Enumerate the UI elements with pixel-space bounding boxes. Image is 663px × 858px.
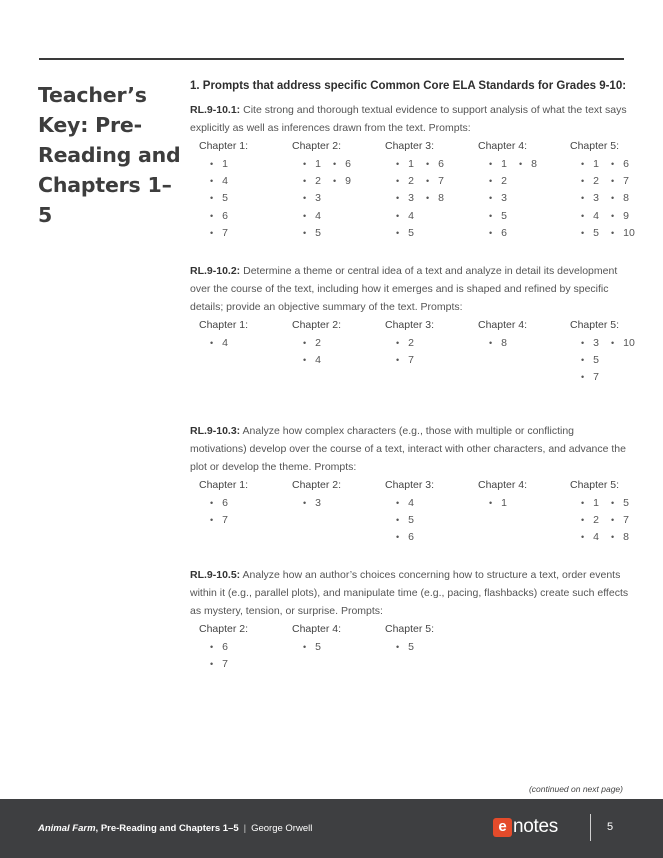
prompt-list [210,156,228,242]
book-title: Animal Farm [38,823,96,834]
prompt-number: • 8 [489,335,507,352]
author-name: George Orwell [251,823,313,834]
prompt-number: • 8 [426,190,444,207]
page-title: Teacher’s Key: Pre-Reading and Chapters 1–5 [38,83,181,227]
prompt-number: • 7 [426,173,444,190]
chapter-column [292,478,341,512]
prompt-list [210,639,228,673]
prompt-number: • 3 [303,495,321,512]
chapter-label: Chapter 1: [199,319,249,331]
footer-citation [38,823,312,834]
prompt-number: • 7 [611,173,635,190]
prompt-number: • 4 [581,208,599,225]
chapter-column [292,139,351,242]
page-footer [0,799,663,858]
chapter-column [570,139,635,242]
chapter-column [478,318,527,352]
prompt-number: • 5 [303,639,321,656]
prompt-number: • 7 [210,512,228,529]
chapter-label: Chapter 1: [199,140,249,152]
prompt-number: • 7 [611,512,629,529]
top-rule [39,58,624,60]
prompt-number: • 6 [210,639,228,656]
prompt-list [303,335,321,369]
chapter-column [570,318,635,387]
chapter-grid [190,316,635,422]
prompt-number: • 1 [489,495,507,512]
prompt-number: • 4 [210,173,228,190]
chapter-column [292,622,341,656]
chapter-column [199,318,248,352]
prompt-number: • 5 [396,225,414,242]
prompt-number: • 5 [489,208,507,225]
prompt-number: • 4 [303,208,321,225]
chapter-label: Chapter 5: [570,140,620,152]
prompt-number: • 4 [396,495,414,512]
prompt-number: • 3 [489,190,507,207]
chapter-label: Chapter 4: [478,479,528,491]
chapter-column [385,478,434,547]
standard-text: Cite strong and thorough textual evidence to support analysis of what the text says explicitly as well as inferences drawn from the text. Prompts: [190,104,627,134]
prompt-list [396,156,414,242]
prompt-number: • 6 [333,156,351,173]
prompt-list [611,495,629,547]
prompt-number: • 3 [396,190,414,207]
main-content [190,80,635,680]
prompt-list [396,639,414,656]
prompt-number: • 9 [333,173,351,190]
standard-code: RL.9-10.1: [190,104,241,116]
chapter-label: Chapter 5: [570,319,620,331]
prompt-number: • 2 [303,335,321,352]
standard-description [190,566,630,620]
prompt-number: • 3 [581,335,599,352]
prompt-list [303,639,321,656]
prompt-number: • 2 [303,173,321,190]
chapter-label: Chapter 4: [478,319,528,331]
prompt-list [333,156,351,242]
standard-code: RL.9-10.2: [190,265,241,277]
chapter-label: Chapter 1: [199,479,249,491]
footer-separator: | [243,823,247,834]
prompt-number: • 7 [210,656,228,673]
chapter-label: Chapter 3: [385,479,435,491]
page-number: 5 [607,821,614,833]
chapter-grid [190,620,630,680]
logo-wordmark: notes [513,816,558,837]
prompt-number: • 8 [611,190,635,207]
chapter-column [199,478,248,529]
chapter-label: Chapter 4: [292,623,342,635]
prompt-number: • 1 [581,495,599,512]
chapter-label: Chapter 2: [292,479,342,491]
prompt-list [303,495,321,512]
standard-code: RL.9-10.5: [190,569,241,581]
prompt-number: • 6 [611,156,635,173]
prompt-list [489,156,507,242]
prompt-list [489,335,507,352]
standard-block [190,422,630,566]
chapter-label: Chapter 3: [385,140,435,152]
prompt-list [611,335,635,387]
chapter-label: Chapter 3: [385,319,435,331]
prompt-number: • 5 [581,225,599,242]
standard-description [190,262,630,316]
prompt-number: • 2 [489,173,507,190]
prompt-list [581,335,599,387]
standard-code: RL.9-10.3: [190,425,241,437]
standard-text: Analyze how an author’s choices concerning how to structure a text, order events within it (e.g., parallel plots), and manipulate time (e.g., pacing, flashbacks) create such effects as mystery, tension, or surprise. Prompts: [190,569,629,617]
prompt-list [489,495,507,512]
prompt-list [611,156,635,242]
chapter-grid [190,137,635,262]
prompt-number: • 2 [581,512,599,529]
standard-block [190,566,630,680]
prompt-number: • 5 [396,512,414,529]
footer-divider [590,814,591,841]
chapter-column [199,139,248,242]
prompt-number: • 7 [581,369,599,386]
prompt-number: • 7 [396,352,414,369]
prompt-list [581,156,599,242]
prompt-number: • 10 [611,335,635,352]
prompt-list [396,495,414,547]
chapter-column [570,478,629,547]
prompt-number: • 6 [210,495,228,512]
prompt-number: • 5 [581,352,599,369]
prompt-number: • 5 [303,225,321,242]
chapter-column [478,478,527,512]
chapter-column [385,622,434,656]
chapter-column [385,139,444,242]
prompt-number: • 2 [396,173,414,190]
chapter-label: Chapter 4: [478,140,528,152]
prompt-number: • 1 [303,156,321,173]
prompt-number: • 6 [489,225,507,242]
chapter-column [292,318,341,369]
prompt-list [426,156,444,242]
section-heading: 1. Prompts that address specific Common Core ELA Standards for Grades 9-10: [190,80,627,92]
standard-block [190,262,635,422]
prompt-number: • 7 [210,225,228,242]
prompt-number: • 4 [581,529,599,546]
prompt-list [519,156,537,242]
prompt-number: • 1 [396,156,414,173]
prompt-number: • 2 [581,173,599,190]
prompt-list [581,495,599,547]
standard-text: Analyze how complex characters (e.g., those with multiple or conflicting motivations) develop over the course of a text, interact with other characters, and advance the plot or develop the theme. Prompts: [190,425,626,473]
prompt-number: • 4 [303,352,321,369]
prompt-number: • 5 [396,639,414,656]
chapter-grid [190,476,630,566]
chapter-label: Chapter 2: [292,140,342,152]
prompt-list [396,335,414,369]
continued-note: (continued on next page) [528,784,623,794]
prompt-number: • 6 [396,529,414,546]
prompt-number: • 9 [611,208,635,225]
prompt-number: • 5 [210,190,228,207]
prompt-number: • 6 [210,208,228,225]
prompt-number: • 1 [489,156,507,173]
prompt-list [303,156,321,242]
prompt-number: • 4 [210,335,228,352]
prompt-number: • 8 [611,529,629,546]
prompt-number: • 5 [611,495,629,512]
chapter-column [199,622,248,673]
prompt-number: • 1 [581,156,599,173]
prompt-number: • 4 [396,208,414,225]
chapter-label: Chapter 2: [292,319,342,331]
chapter-label: Chapter 5: [570,479,620,491]
section-title: , Pre-Reading and Chapters 1–5 [95,823,239,834]
prompt-number: • 10 [611,225,635,242]
prompt-number: • 6 [426,156,444,173]
prompt-number: • 2 [396,335,414,352]
chapter-label: Chapter 5: [385,623,435,635]
prompt-number: • 3 [581,190,599,207]
chapter-column [385,318,434,369]
logo-e-icon: e [493,818,512,837]
standard-text: Determine a theme or central idea of a text and analyze in detail its development over the course of the text, including how it emerges and is shaped and refined by specific details; provide an objective summary of the text. Prompts: [190,265,618,313]
prompt-number: • 1 [210,156,228,173]
prompt-number: • 3 [303,190,321,207]
enotes-logo [493,816,558,838]
chapter-label: Chapter 2: [199,623,249,635]
standard-description [190,101,630,137]
chapter-column [478,139,537,242]
prompt-list [210,335,228,352]
prompt-number: • 8 [519,156,537,173]
standard-description [190,422,630,476]
standard-block [190,101,635,262]
prompt-list [210,495,228,529]
